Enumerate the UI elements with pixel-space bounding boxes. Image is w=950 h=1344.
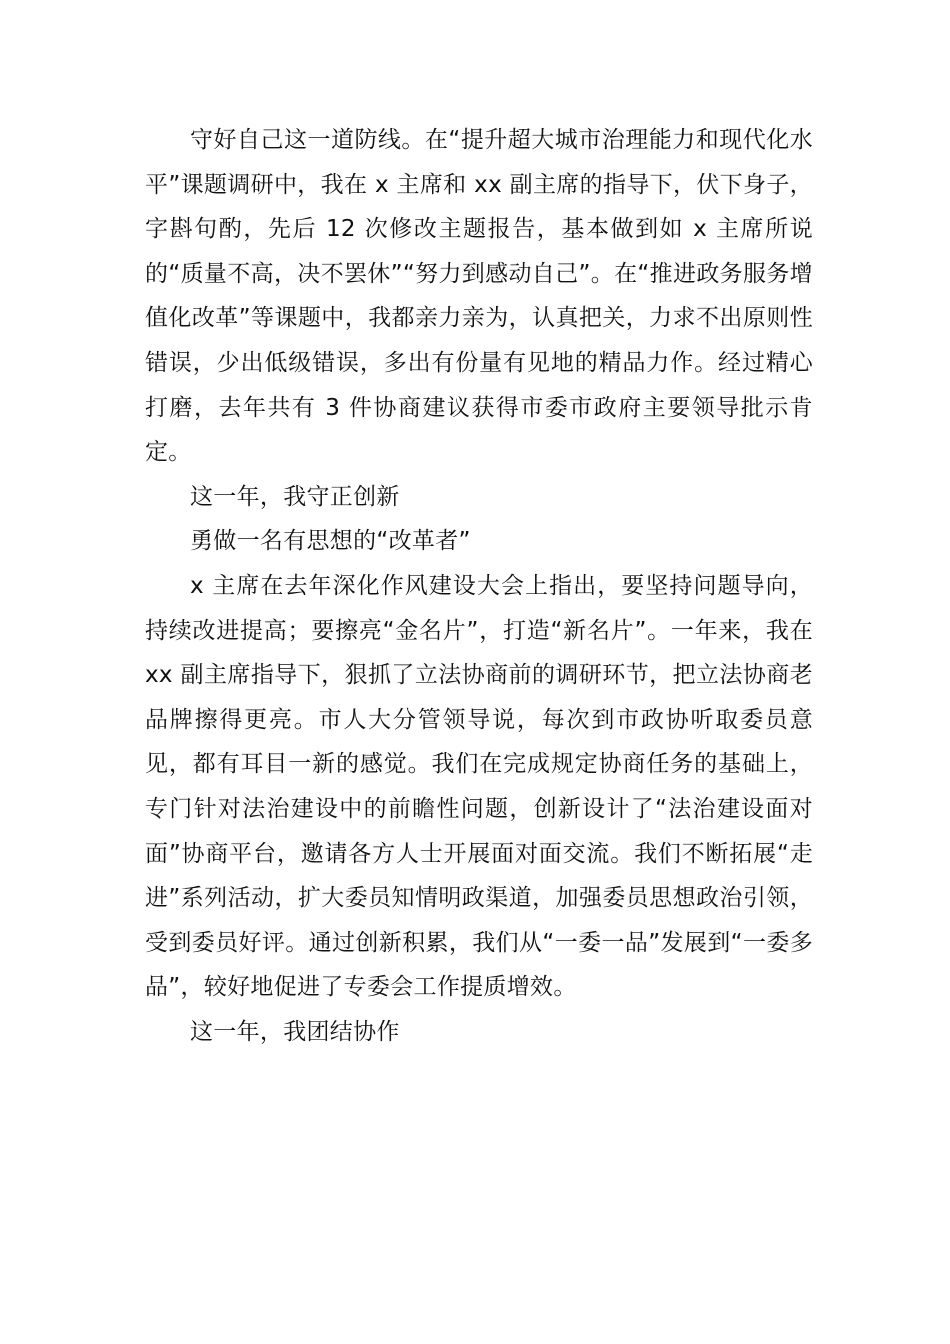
document-body [145, 118, 813, 1054]
section-subheading-reformer: 勇做一名有思想的“改革者” [190, 528, 471, 555]
paragraph-reform-work: x 主席在去年深化作风建设大会上指出，要坚持问题导向，持续改进提高；要擦亮“金名片”，打造“新名片”。一年来，我在 xx 副主席指导下，狠抓了立法协商前的调研环节，把立法协商老品牌擦得更亮。市人大分管领导说，每次到市政协听取委员意见，都有耳目一新的感觉。我们在完成规定协商任务的基础上，专门针对法治建设中的前瞻性问题，创新设计了“法治建设面对面”协商平台，邀请各方人士开展面对面交流。我们不断拓展“走进”系列活动，扩大委员知情明政渠道，加强委员思想政治引领，受到委员好评。通过创新积累，我们从“一委一品”发展到“一委多品”，较好地促进了专委会工作提质增效。 [145, 572, 813, 1001]
paragraph-defense-line: 守好自己这一道防线。在“提升超大城市治理能力和现代化水平”课题调研中，我在 x 主席和 xx 副主席的指导下，伏下身子，字斟句酌，先后 12 次修改主题报告，基本做到如 x 主席所说的“质量不高，决不罢休”“努力到感动自己”。在“推进政务服务增值化改革”等课题中，我都亲力亲为，认真把关，力求不出原则性错误，少出低级错误，多出有份量有见地的精品力作。经过精心打磨，去年共有 3 件协商建议获得市委市政府主要领导批示肯定。 [145, 127, 813, 466]
section-heading-innovation: 这一年，我守正创新 [190, 483, 400, 510]
section-heading-teamwork: 这一年，我团结协作 [190, 1018, 400, 1045]
